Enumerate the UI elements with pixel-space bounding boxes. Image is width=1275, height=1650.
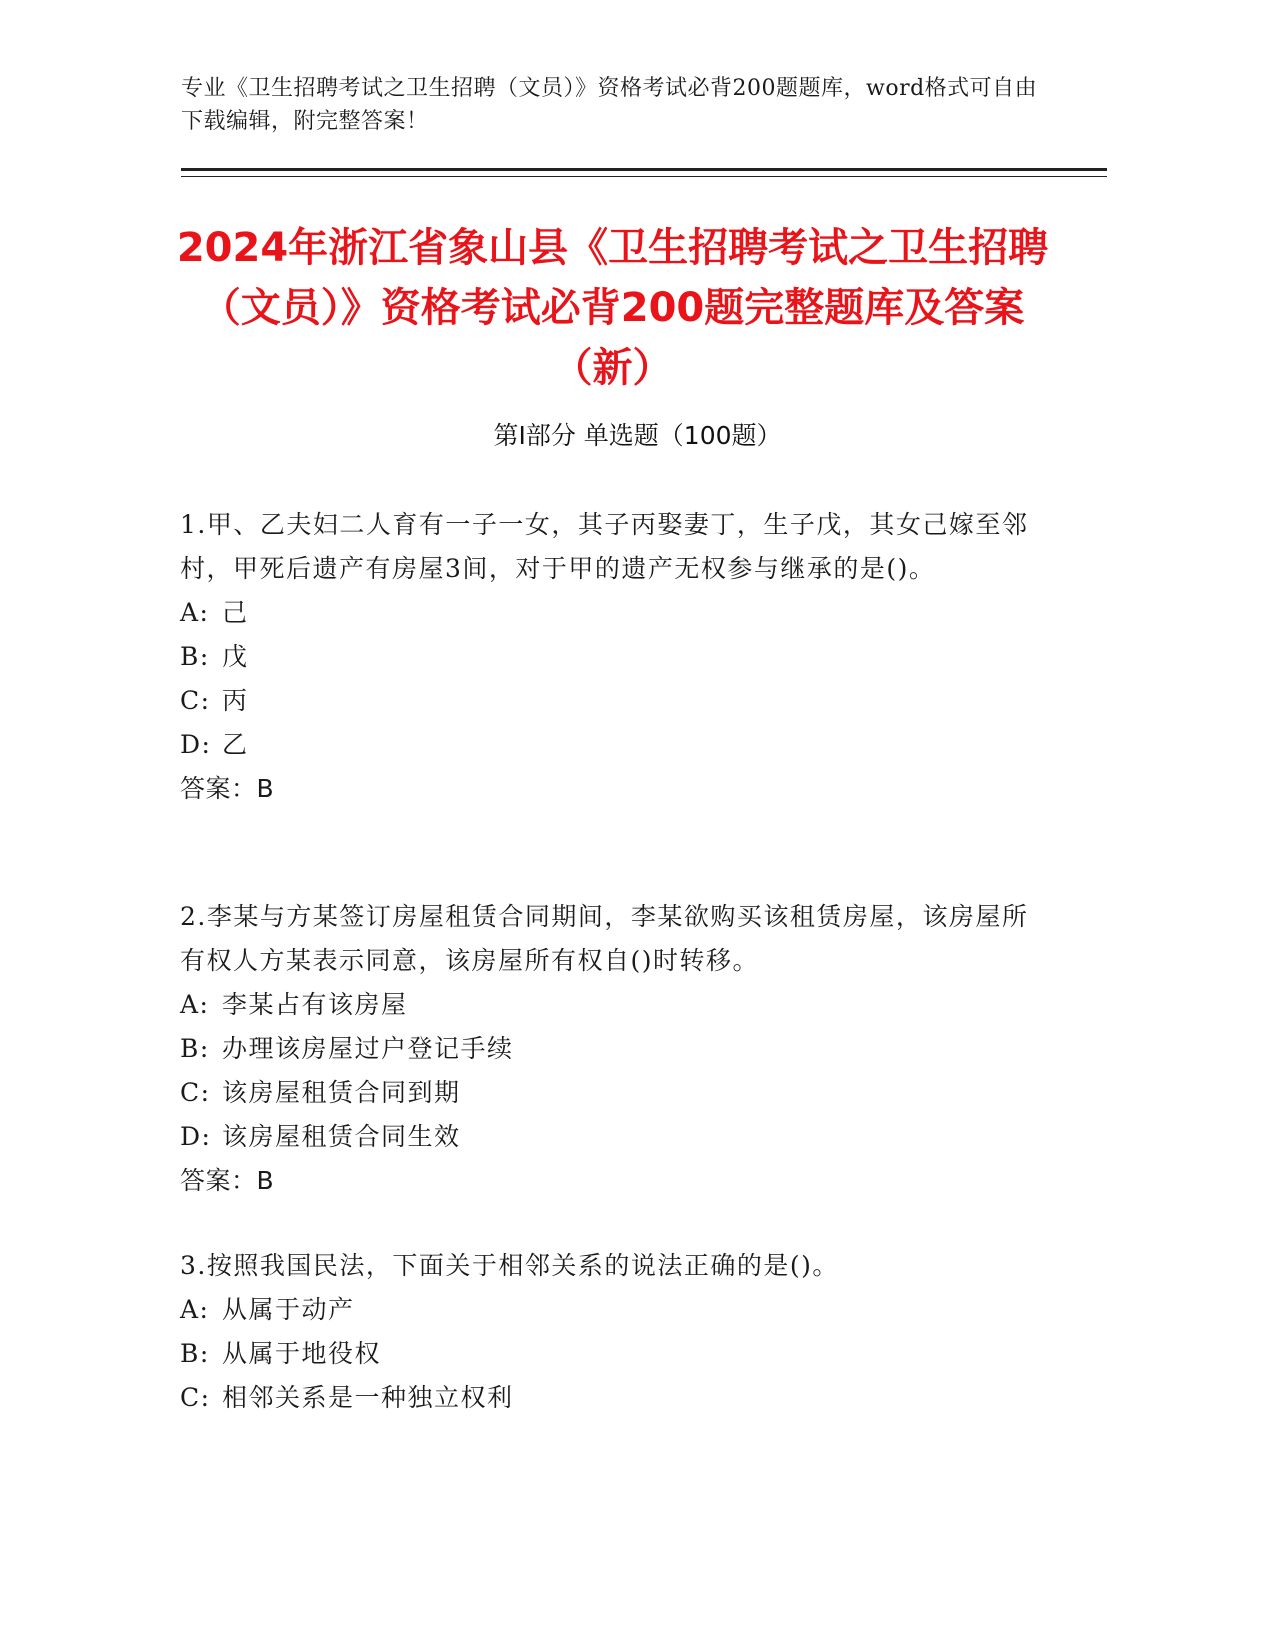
option-letter: B:	[180, 1034, 210, 1063]
answer-line: 答案：B	[180, 1166, 275, 1195]
option-text: 该房屋租赁合同生效	[222, 1122, 461, 1151]
option-c	[180, 679, 1030, 723]
question-item	[180, 503, 1030, 811]
header-note: 专业《卫生招聘考试之卫生招聘（文员）》资格考试必背200题题库，word格式可自由下载编辑，附完整答案！	[181, 76, 1038, 134]
option-text: 该房屋租赁合同到期	[222, 1078, 461, 1107]
option-b	[180, 635, 1030, 679]
option-text: 办理该房屋过户登记手续	[222, 1034, 514, 1063]
option-text: 戊	[222, 642, 249, 671]
header-divider-thick	[181, 168, 1107, 171]
option-c	[180, 1376, 1030, 1420]
question-stem: 2.李某与方某签订房屋租赁合同期间，李某欲购买该租赁房屋，该房屋所有权人方某表示同意，该房屋所有权自()时转移。	[180, 902, 1029, 975]
answer-line: 答案：B	[180, 774, 275, 803]
option-text: 乙	[222, 730, 249, 759]
option-text: 己	[222, 598, 249, 627]
option-letter: A:	[180, 1295, 210, 1324]
option-letter: A:	[180, 598, 210, 627]
option-letter: C:	[180, 1383, 211, 1412]
option-b	[180, 1027, 1030, 1071]
option-d	[180, 1115, 1030, 1159]
option-text: 从属于动产	[222, 1295, 355, 1324]
header-divider-thin	[181, 176, 1107, 177]
option-letter: B:	[180, 642, 210, 671]
question-item	[180, 1244, 1030, 1420]
option-b	[180, 1332, 1030, 1376]
option-a	[180, 1288, 1030, 1332]
option-d	[180, 723, 1030, 767]
option-letter: C:	[180, 686, 211, 715]
option-text: 丙	[222, 686, 249, 715]
option-letter: A:	[180, 990, 210, 1019]
option-c	[180, 1071, 1030, 1115]
document-title: 2024年浙江省象山县《卫生招聘考试之卫生招聘（文员）》资格考试必背200题完整题库及答案（新）	[176, 225, 1049, 391]
question-stem: 3.按照我国民法，下面关于相邻关系的说法正确的是()。	[180, 1251, 839, 1280]
option-a	[180, 983, 1030, 1027]
option-letter: C:	[180, 1078, 211, 1107]
question-stem: 1.甲、乙夫妇二人育有一子一女，其子丙娶妻丁，生子戊，其女己嫁至邻村，甲死后遗产有房屋3间，对于甲的遗产无权参与继承的是()。	[180, 510, 1029, 583]
section-title: 第Ⅰ部分 单选题（100题）	[493, 421, 782, 450]
option-letter: D:	[180, 730, 212, 759]
question-item	[180, 895, 1030, 1203]
option-a	[180, 591, 1030, 635]
option-letter: B:	[180, 1339, 210, 1368]
option-text: 相邻关系是一种独立权利	[222, 1383, 514, 1412]
option-text: 从属于地役权	[222, 1339, 382, 1368]
option-letter: D:	[180, 1122, 212, 1151]
option-text: 李某占有该房屋	[222, 990, 408, 1019]
